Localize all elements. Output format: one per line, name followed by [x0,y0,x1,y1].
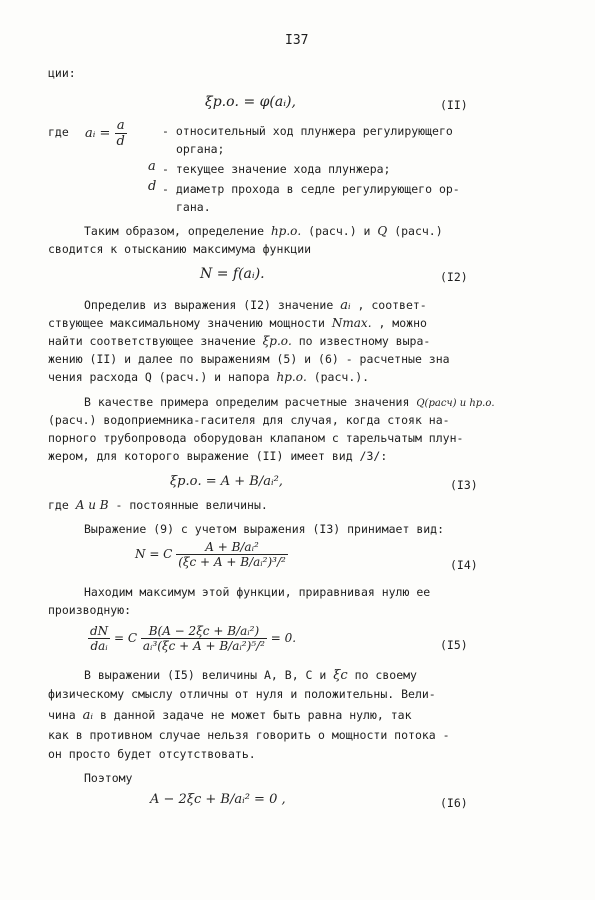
hw-xi-ro: ξр.о. [262,334,292,348]
text-line: Находим максимум этой функции, приравнивая нулю ее [84,585,431,599]
text-span: В выражении (I5) величины A, B, C и [84,668,327,682]
ai-lhs: aᵢ = [85,126,111,141]
eq14-numerator: A + B/aᵢ² [176,540,288,555]
text-line: - диаметр прохода в седле регулирующего ор- [162,182,460,196]
symbol-a: a [148,159,156,174]
equation-13: ξр.о. = A + B/aᵢ², [170,474,283,489]
text-line: жером, для которого выражение (II) имеет вид /3/: [48,449,388,463]
hw-A-and-B: A и B [75,498,109,512]
text-span: (расч.) [394,224,443,238]
ai-definition [85,118,127,149]
eq15-numerator: B(A − 2ξc + B/aᵢ²) [141,624,267,639]
text-line [84,395,495,411]
where-label: где [48,125,69,139]
text-line [84,224,443,238]
text-span: ствующее максимальному значению мощности [48,316,325,330]
hw-h-ro: hр.о. [276,370,307,384]
equation-11-number: (II) [440,98,468,112]
text-line: жению (II) и далее по выражениям (5) и (6) - расчетные зна [48,352,450,366]
text-span: чения расхода Q (расч.) и напора [48,370,270,384]
ai-numerator: a [115,118,127,134]
text-line: сводится к отысканию максимума функции [48,242,312,256]
text-span: - постоянные величины. [115,498,268,512]
equation-12: N = f(aᵢ). [200,266,265,282]
text-span: Таким образом, определение [84,224,265,238]
eq14-lhs: N = C [135,547,173,561]
text-span: (расч.). [313,370,370,384]
hw-Q-h: Q(расч) и hр.о. [416,398,495,409]
text-line: порного трубопровода оборудован клапаном с тарельчатым плун- [48,431,464,445]
eq14-denominator: (ξc + A + B/aᵢ²)³/² [178,555,286,569]
text-line: он просто будет отсутствовать. [48,747,256,761]
text-span: В качестве примера определим расчетные значения [84,395,410,409]
text-line [84,298,427,313]
hw-h-ro: hр.о. [270,224,302,238]
text-line: (расч.) водоприемника-гасителя для случая, когда стояк на- [48,413,450,427]
text-span: Определив из выражения (I2) значение [84,298,334,312]
equation-15-number: (I5) [440,638,468,652]
eq15-zero: = 0. [270,631,297,645]
text-line: гана. [176,200,211,214]
page-number: I37 [285,33,309,48]
hw-xi-c: ξc [333,668,348,683]
ai-fraction [115,118,127,149]
equation-11: ξр.о. = φ(aᵢ), [205,94,296,110]
hw-Q: Q [377,224,388,238]
text-line [48,334,430,348]
text-span: , можно [378,316,427,330]
eq15-denominator: aᵢ³(ξc + A + B/aᵢ²)⁵/² [142,639,265,653]
eq15-derivative [88,624,110,653]
symbol-d: d [148,179,157,194]
text-span: где [48,498,69,512]
text-line [48,370,369,384]
text-span: в данной задаче не может быть равна нулю, так [99,708,412,722]
text-span: найти соответствующее значение [48,334,256,348]
text-line: Поэтому [84,771,133,785]
text-line: физическому смыслу отличны от нуля и положительны. Вели- [48,687,436,701]
eq15-fraction [141,624,267,653]
ai-denominator: d [116,134,125,149]
text-span: по известному выра- [298,334,431,348]
text-line: производную: [48,603,132,617]
equation-13-number: (I3) [450,478,478,492]
eq14-fraction [176,540,288,569]
text-line: - текущее значение хода плунжера; [162,162,391,176]
equation-14-number: (I4) [450,558,478,572]
hw-ai: aᵢ [340,298,351,313]
text-line: ции: [48,66,76,80]
equation-15 [88,624,296,653]
text-line: органа; [176,142,225,156]
text-span: (расч.) и [308,224,371,238]
text-span: чина [48,708,76,722]
text-line [84,668,417,683]
eq15-c: = C [114,631,138,645]
equation-16-number: (I6) [440,796,468,810]
equation-14 [135,540,288,569]
text-line: - относительный ход плунжера регулирующего [162,124,453,138]
text-line [48,708,412,723]
text-line: Выражение (9) с учетом выражения (I3) принимает вид: [84,522,445,536]
equation-12-number: (I2) [440,270,468,284]
eq15-dN: dN [90,624,109,638]
text-line [48,498,268,512]
hw-ai: aᵢ [82,708,94,723]
eq15-dai: daᵢ [90,639,108,653]
hw-Nmax: Nmax. [331,316,372,330]
text-line [48,316,427,330]
text-span: по своему [354,668,417,682]
equation-16: A − 2ξc + B/aᵢ² = 0 , [150,792,286,807]
text-span: , соответ- [357,298,427,312]
text-line: как в противном случае нельзя говорить о мощности потока - [48,728,450,742]
